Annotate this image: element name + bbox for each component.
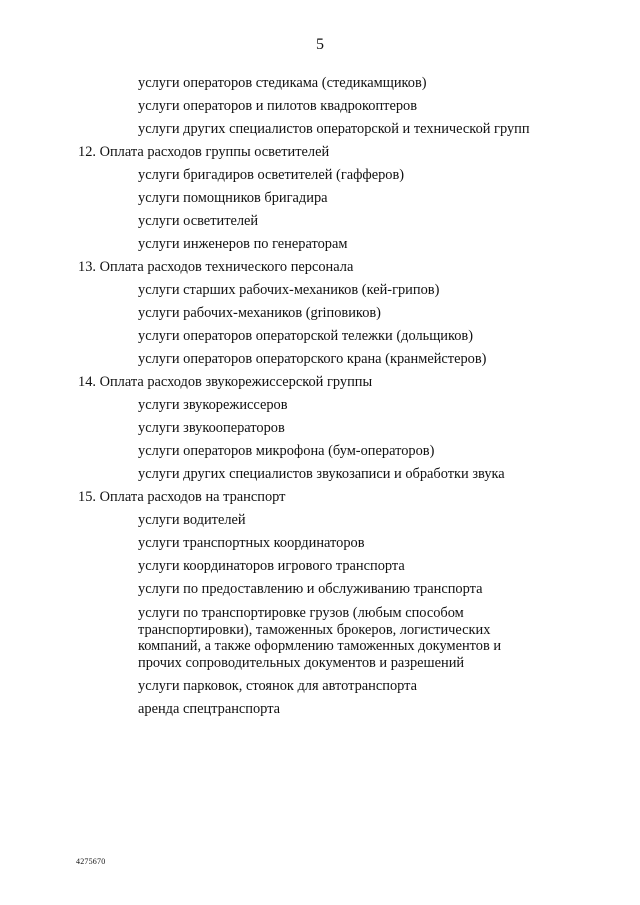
list-item: услуги помощников бригадира: [138, 190, 328, 206]
list-item: услуги других специалистов звукозаписи и обработки звука: [138, 466, 505, 482]
section-heading: 14. Оплата расходов звукорежиссерской группы: [78, 374, 373, 390]
page-number: 5: [316, 36, 324, 53]
list-item: услуги звукорежиссеров: [138, 397, 288, 413]
list-item: услуги бригадиров осветителей (гафферов): [138, 167, 405, 183]
list-item: услуги звукооператоров: [138, 420, 285, 436]
list-item: услуги транспортных координаторов: [138, 535, 365, 551]
list-item: услуги координаторов игрового транспорта: [138, 558, 405, 574]
list-item: услуги операторов стедикама (стедикамщиков): [138, 75, 427, 91]
document-id: 4275670: [76, 857, 106, 866]
list-item: услуги водителей: [138, 512, 246, 528]
list-item: аренда спецтранспорта: [138, 701, 281, 717]
list-item: услуги инженеров по генераторам: [138, 236, 348, 252]
list-item: услуги операторов операторской тележки (дольщиков): [138, 328, 474, 344]
list-item: услуги парковок, стоянок для автотранспорта: [138, 678, 418, 694]
list-item: услуги по предоставлению и обслуживанию транспорта: [138, 581, 483, 597]
list-item: услуги рабочих-механиков (griповиков): [138, 305, 381, 321]
list-item: услуги операторов и пилотов квадрокоптеров: [138, 98, 418, 114]
list-item-multiline: услуги по транспортировке грузов (любым способом транспортировки), таможенных брокеров, логистических компаний, а также оформлению таможенных документов и прочих сопроводительных документов и разрешений: [138, 605, 502, 671]
list-item: услуги осветителей: [138, 213, 259, 229]
list-item: услуги операторов операторского крана (кранмейстеров): [138, 351, 487, 367]
section-heading: 13. Оплата расходов технического персонала: [78, 259, 354, 275]
expense-list: [0, 72, 640, 721]
section-heading: 12. Оплата расходов группы осветителей: [78, 144, 330, 160]
list-item: услуги операторов микрофона (бум-операторов): [138, 443, 435, 459]
list-item: услуги старших рабочих-механиков (кей-грипов): [138, 282, 440, 298]
section-heading: 15. Оплата расходов на транспорт: [78, 489, 286, 505]
list-item: услуги других специалистов операторской и технической групп: [138, 121, 530, 137]
